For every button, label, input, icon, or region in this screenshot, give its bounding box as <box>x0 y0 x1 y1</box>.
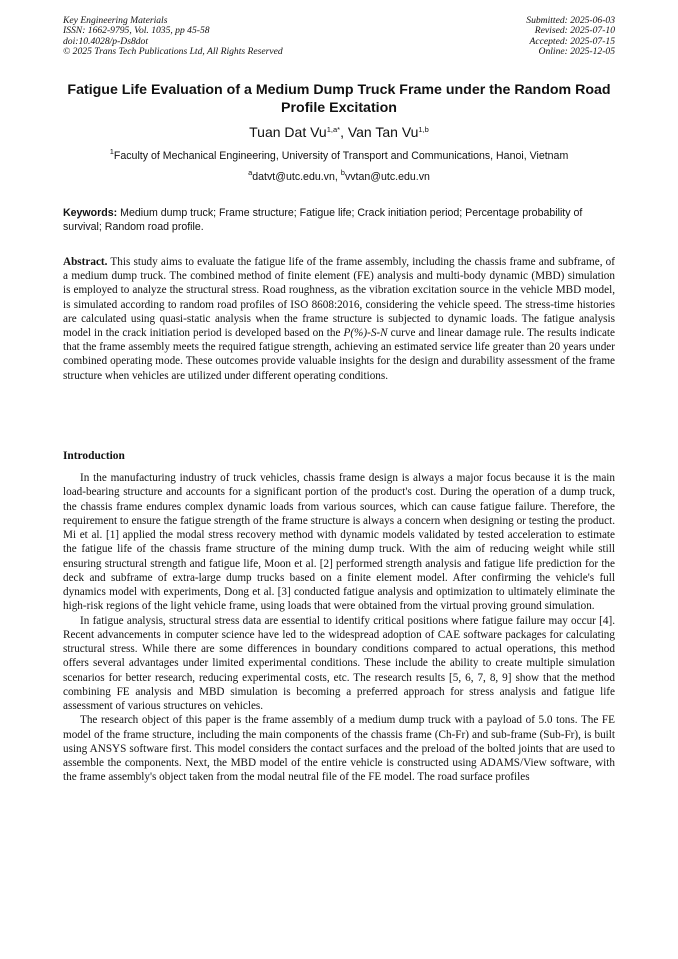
journal-name: Key Engineering Materials <box>63 15 168 26</box>
abstract-curve-name: P(%)-S-N <box>343 327 388 340</box>
paragraph: In the manufacturing industry of truck vehicles, chassis frame design is always a major focus because it is the main load-bearing structure and accounts for a significant portion of the product's cost. During the operation of a dump truck, the chassis frame endures complex dynamic loads from various sources, which can cause fatigue failure. Therefore, the requirement to ensure the fatigue strength of the frame structure is always a concern when designing or testing the product. Mi et al. [1] applied the modal stress recovery method with dynamic models validated by tested acceleration to estimate the fatigue life of the chassis frame structure of the mining dump truck. With the aim of reducing weight while still ensuring structural strength and fatigue life, Moon et al. [2] performed strength analysis and fatigue life prediction for the deck and subframe of extra-large dump trucks based on a finite element model. After confirming the vehicle's full dynamics model with experiments, Dong et al. [3] conducted fatigue analysis and optimization to ultimately eliminate the high-risk regions of the light vehicle frame, using loads that were obtained from the virtual proving ground simulation. <box>63 472 615 613</box>
revised-date: Revised: 2025-07-10 <box>534 25 615 37</box>
paper-title: Fatigue Life Evaluation of a Medium Dump Truck Frame under the Random Road Profile Excitation <box>67 82 611 116</box>
keywords-text: Medium dump truck; Frame structure; Fatigue life; Crack initiation period; Percentage probability of survival; Random road profile. <box>63 207 583 233</box>
author-2: Van Tan Vu <box>347 124 419 140</box>
section-heading: Introduction <box>63 450 125 462</box>
online-date: Online: 2025-12-05 <box>538 46 615 58</box>
email-b[interactable]: vvtan@utc.edu.vn <box>344 171 430 183</box>
keywords <box>63 206 615 234</box>
paragraph: In fatigue analysis, structural stress data are essential to identify critical positions where fatigue failure may occur [4]. Recent advancements in computer science have led to the widespread adoption of CAE software packages for calculating structural stress. While there are some differences in boundary conditions compared to actual operations, this method offers several advantages under limited experimental conditions. These include the ability to create multiple simulation scenarios for better research, reducing experimental costs, etc. The research results [5, 6, 7, 8, 9] show that the method combining FE analysis and MBD simulation is becoming a preferred approach for stress analysis and fatigue life assessment of various structures on vehicles. <box>63 614 615 712</box>
affiliation <box>63 147 615 163</box>
author-1-sup: 1,a* <box>326 125 341 134</box>
author-2-sup: 1,b <box>418 125 429 134</box>
doi: doi:10.4028/p-Ds8dot <box>63 35 149 47</box>
abstract <box>63 255 615 383</box>
affiliation-sup: 1 <box>109 147 114 156</box>
abstract-text-1: This study aims to evaluate the fatigue life of the frame assembly, including the chassis frame and subframe, of a medium dump truck. The combined method of finite element (FE) analysis and multi-body dynamic (MBD) simulation is employed to analyze the structural stress. Road roughness, as the vibration excitation source in the vehicle MBD model, is simulated according to random road profiles of ISO 8608:2016, considering the vehicle speed. The stress-time histories are calculated using quasi-static analysis when the frame structure is subjected to dynamic loads. The fatigue analysis model in the crack initiation period is developed based on the <box>63 256 615 340</box>
accepted-date: Accepted: 2025-07-15 <box>529 35 615 47</box>
copyright: © 2025 Trans Tech Publications Ltd, All Rights Reserved <box>63 46 283 58</box>
author-list <box>63 123 615 141</box>
email-list <box>63 168 615 184</box>
abstract-text-2: curve and linear damage rule. The results indicate that the frame assembly meets the required fatigue strength, achieving an estimated service life greater than 20 years under combined operating mode. These outcomes provide valuable insights for the design and durability assessment of the frame structure when vehicles are utilized under different operating conditions. <box>63 327 615 382</box>
email-separator: , <box>334 171 341 183</box>
email-b-sup: b <box>340 168 345 177</box>
affiliation-text: Faculty of Mechanical Engineering, University of Transport and Communications, Hanoi, Vietnam <box>113 150 569 162</box>
paragraph: The research object of this paper is the frame assembly of a medium dump truck with a payload of 5.0 tons. The FE model of the frame structure, including the main components of the chassis frame (Ch-Fr) and sub-frame (Sub-Fr), is built using ANSYS software first. This model considers the contact surfaces and the preload of the bolted joints that are used to assemble the components. Next, the MBD model of the entire vehicle is constructed using ADAMS/View software, with the frame assembly's object taken from the modal neutral file of the FE model. The road surface profiles <box>63 714 615 784</box>
keywords-label: Keywords: <box>63 207 118 219</box>
email-a-sup: a <box>248 168 253 177</box>
author-1: Tuan Dat Vu <box>249 124 327 140</box>
header-right <box>526 16 615 58</box>
header-left <box>63 16 283 58</box>
journal-volume: ISSN: 1662-9795, Vol. 1035, pp 45-58 <box>63 25 210 37</box>
abstract-label: Abstract. <box>63 256 108 268</box>
submitted-date: Submitted: 2025-06-03 <box>526 15 615 26</box>
email-a[interactable]: datvt@utc.edu.vn <box>252 171 335 183</box>
author-separator: , <box>340 124 348 140</box>
introduction-body <box>63 471 615 785</box>
